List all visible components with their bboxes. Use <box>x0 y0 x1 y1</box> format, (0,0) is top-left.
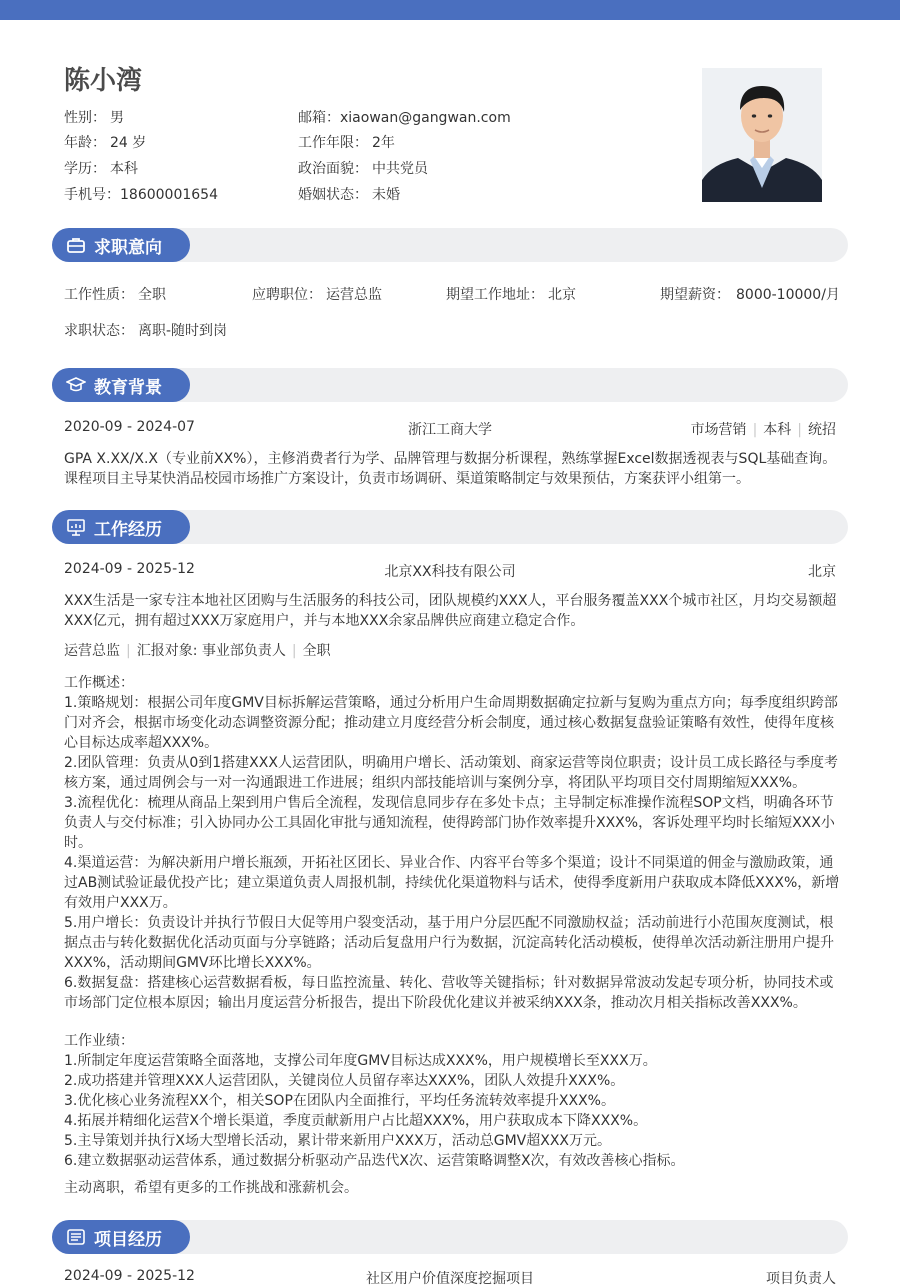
separator: | <box>291 643 297 659</box>
section-pill-work <box>52 510 190 544</box>
gender-row <box>64 107 124 127</box>
section-pill-project <box>52 1220 190 1254</box>
marital-row <box>298 184 400 204</box>
work-achievements <box>64 1031 840 1171</box>
work-dates: 2024-09 - 2025-12 <box>64 561 195 577</box>
intent-status-label: 求职状态： <box>64 323 134 339</box>
age-value: 24 岁 <box>110 135 147 151</box>
education-meta <box>691 419 836 439</box>
years-label: 工作年限： <box>298 135 368 151</box>
section-pill-education <box>52 368 190 402</box>
work-leave-reason: 主动离职，希望有更多的工作挑战和涨薪机会。 <box>64 1180 358 1196</box>
work-company-description: XXX生活是一家专注本地社区团购与生活服务的科技公司，团队规模约XXX人，平台服务覆盖XXX个城市社区，月均交易额超XXX亿元，拥有超过XXX万家庭用户，并与本地XXX余家品牌供应商建立稳定合作。 <box>64 593 837 629</box>
work-role-meta <box>64 640 331 660</box>
section-title-project: 项目经历 <box>94 1229 162 1250</box>
intent-city-value: 北京 <box>548 287 576 303</box>
politics-value: 中共党员 <box>372 161 428 177</box>
education-value: 本科 <box>110 161 138 177</box>
age-label: 年龄： <box>64 135 106 151</box>
intent-type-label: 工作性质： <box>64 287 134 303</box>
intent-salary <box>660 284 840 304</box>
education-row <box>64 158 138 178</box>
work-city: 北京 <box>808 564 836 580</box>
candidate-name: 陈小湾 <box>64 66 143 96</box>
person-portrait-icon <box>702 68 822 202</box>
work-role: 运营总监 <box>64 643 120 659</box>
intent-salary-label: 期望薪资： <box>660 287 730 303</box>
work-achievements-title: 工作业绩： <box>64 1033 134 1049</box>
education-degree: 本科 <box>763 422 792 438</box>
marital-value: 未婚 <box>372 187 400 203</box>
education-school: 浙江工商大学 <box>408 422 492 438</box>
top-accent-bar <box>0 0 900 20</box>
phone-label: 手机号： <box>64 187 120 203</box>
age-row <box>64 132 146 152</box>
work-company: 北京XX科技有限公司 <box>384 564 516 580</box>
education-dates: 2020-09 - 2024-07 <box>64 419 195 435</box>
intent-type <box>64 284 166 304</box>
education-label: 学历： <box>64 161 106 177</box>
intent-position-label: 应聘职位： <box>252 287 322 303</box>
overview-item: 4.渠道运营：为解决新用户增长瓶颈，开拓社区团长、异业合作、内容平台等多个渠道；设计不同渠道的佣金与激励政策，通过AB测试验证最优投产比；建立渠道负责人周报机制，持续优化渠道物料与话术，使得季度新用户获取成本降低XXX%，新增有效用户XXX万。 <box>64 855 840 911</box>
profile-photo <box>702 68 822 202</box>
section-title-education: 教育背景 <box>94 377 162 398</box>
marital-label: 婚姻状态： <box>298 187 368 203</box>
overview-item: 3.流程优化：梳理从商品上架到用户售后全流程，发现信息同步存在多处卡点；主导制定标准操作流程SOP文档，明确各环节负责人与交付标准；引入协同办公工具固化审批与通知流程，使得跨部门协作效率提升XXX%，客诉处理平均时长缩短XXX小时。 <box>64 795 835 851</box>
politics-label: 政治面貌： <box>298 161 368 177</box>
intent-salary-value: 8000-10000/月 <box>736 287 840 303</box>
achievement-item: 6.建立数据驱动运营体系，通过数据分析驱动产品迭代X次、运营策略调整X次，有效改善核心指标。 <box>64 1153 685 1169</box>
gender-value: 男 <box>110 110 124 126</box>
email-label: 邮箱： <box>298 110 340 126</box>
intent-city <box>446 284 576 304</box>
gender-label: 性别： <box>64 110 106 126</box>
list-document-icon <box>66 1228 86 1246</box>
education-major: 市场营销 <box>690 422 747 438</box>
achievement-item: 4.拓展并精细化运营X个增长渠道，季度贡献新用户占比超XXX%，用户获取成本下降XXX%。 <box>64 1113 648 1129</box>
project-role: 项目负责人 <box>766 1271 836 1287</box>
project-name: 社区用户价值深度挖掘项目 <box>366 1271 534 1287</box>
intent-city-label: 期望工作地址： <box>446 287 544 303</box>
overview-item: 2.团队管理：负责从0到1搭建XXX人运营团队，明确用户增长、活动策划、商家运营等岗位职责；设计员工成长路径与季度考核方案，通过周例会与一对一沟通跟进工作进展；组织内部技能培训与案例分享，将团队平均项目交付周期缩短XXX%。 <box>64 755 838 791</box>
politics-row <box>298 158 428 178</box>
presentation-board-icon <box>66 518 86 536</box>
intent-position-value: 运营总监 <box>326 287 382 303</box>
education-description: GPA X.XX/X.X（专业前XX%），主修消费者行为学、品牌管理与数据分析课程，熟练掌握Excel数据透视表与SQL基础查询。课程项目主导某快消品校园市场推广方案设计，负责市场调研、渠道策略制定与效果预估，方案获评小组第一。 <box>64 451 837 487</box>
separator: | <box>752 422 758 438</box>
project-dates: 2024-09 - 2025-12 <box>64 1268 195 1284</box>
separator: | <box>126 643 131 659</box>
graduation-cap-icon <box>66 376 86 394</box>
section-header-education <box>52 368 848 402</box>
achievement-item: 3.优化核心业务流程XX个，相关SOP在团队内全面推行，平均任务流转效率提升XXX%。 <box>64 1093 615 1109</box>
briefcase-icon <box>66 236 86 254</box>
years-value: 2年 <box>372 135 395 151</box>
section-title-work: 工作经历 <box>94 519 162 540</box>
work-type: 全职 <box>302 643 331 659</box>
email-value[interactable]: xiaowan@gangwan.com <box>340 110 511 126</box>
overview-item: 5.用户增长：负责设计并执行节假日大促等用户裂变活动，基于用户分层匹配不同激励权益；活动前进行小范围灰度测试，根据点击与转化数据优化活动页面与分享链路；活动后复盘用户行为数据，沉淀高转化活动模板，使得单次活动新注册用户提升XXX%，活动期间GMV环比增长XXX%。 <box>64 915 834 971</box>
work-overview <box>64 673 840 1013</box>
work-report: 汇报对象: 事业部负责人 <box>136 643 286 659</box>
separator: | <box>797 422 802 438</box>
achievement-item: 5.主导策划并执行X场大型增长活动，累计带来新用户XXX万，活动总GMV超XXX万元。 <box>64 1133 611 1149</box>
intent-position <box>252 284 382 304</box>
overview-item: 1.策略规划：根据公司年度GMV目标拆解运营策略，通过分析用户生命周期数据确定拉新与复购为重点方向；每季度组织跨部门对齐会，根据市场变化动态调整资源分配；推动建立月度经营分析会制度，通过核心数据复盘验证策略有效性，使得年度核心目标达成率超XXX%。 <box>64 695 838 751</box>
achievement-item: 2.成功搭建并管理XXX人运营团队，关键岗位人员留存率达XXX%，团队人效提升XXX%。 <box>64 1073 625 1089</box>
phone-value: 18600001654 <box>120 187 218 203</box>
work-overview-title: 工作概述： <box>64 675 134 691</box>
phone-row <box>64 184 218 204</box>
education-enroll: 统招 <box>808 422 836 438</box>
years-row <box>298 132 395 152</box>
section-pill-intent <box>52 228 190 262</box>
intent-type-value: 全职 <box>138 287 166 303</box>
section-header-project <box>52 1220 848 1254</box>
section-header-work <box>52 510 848 544</box>
section-title-intent: 求职意向 <box>94 237 162 258</box>
overview-item: 6.数据复盘：搭建核心运营数据看板，每日监控流量、转化、营收等关键指标；针对数据异常波动发起专项分析，协同技术或市场部门定位根本原因；输出月度运营分析报告，提出下阶段优化建议并被采纳XXX条，推动次月相关指标改善XXX%。 <box>64 975 834 1011</box>
achievement-item: 1.所制定年度运营策略全面落地，支撑公司年度GMV目标达成XXX%，用户规模增长至XXX万。 <box>64 1053 657 1069</box>
intent-status <box>64 320 227 340</box>
email-row <box>298 107 511 127</box>
intent-status-value: 离职-随时到岗 <box>138 323 228 339</box>
section-header-intent <box>52 228 848 262</box>
